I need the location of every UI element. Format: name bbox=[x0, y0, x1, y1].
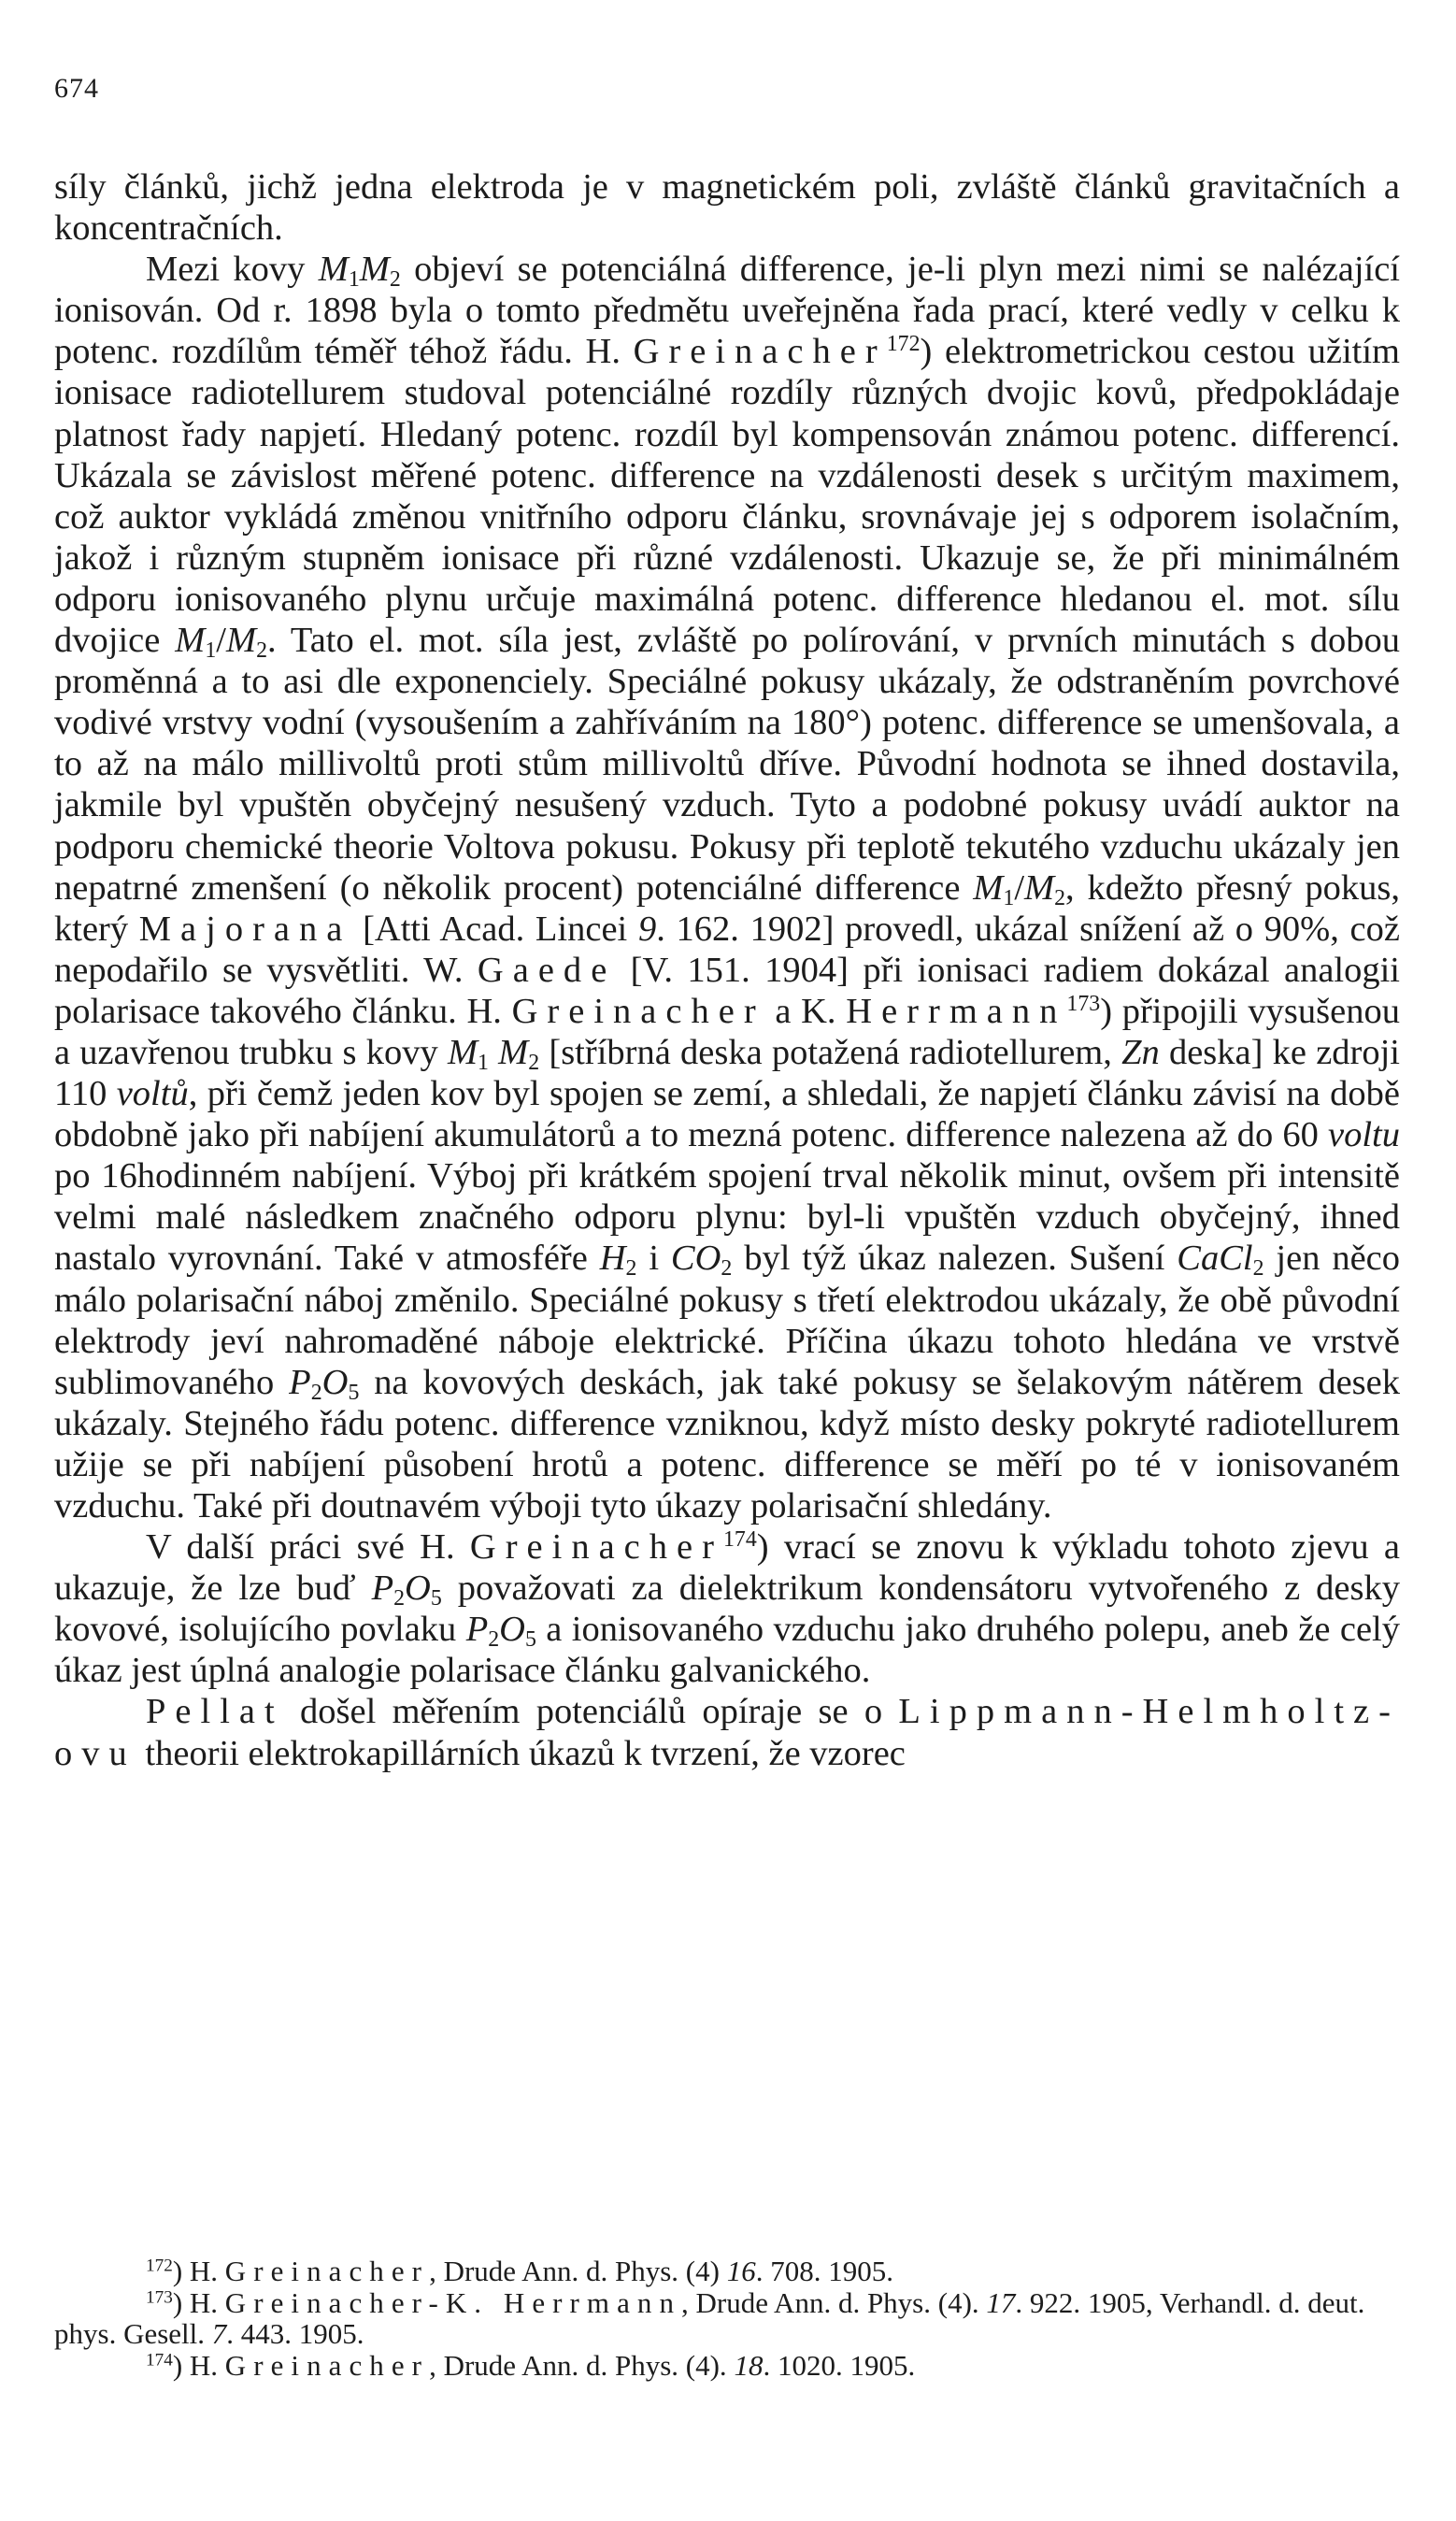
subscript: 2 bbox=[721, 1256, 733, 1282]
text-run: [stříbrná deska potažená radiotellurem, bbox=[539, 1032, 1122, 1072]
text-run: jen něco málo polarisační náboj změnilo. Speciálné pokusy s třetí elektrodou ukázaly, že obě původní elektrody jeví nahromaděné náboje elektrické. Příčina úkazu tohoto hledána ve vrstvě sublimovaného bbox=[54, 1239, 1400, 1402]
text-run: V další práci své H. bbox=[146, 1527, 470, 1568]
subscript: 2 bbox=[256, 637, 267, 663]
spaced-name: Lippmann-Helmholtz-ovu bbox=[54, 1692, 1400, 1773]
paragraph-continuation bbox=[54, 166, 1400, 249]
subscript: 2 bbox=[310, 1380, 322, 1405]
footnote-172 bbox=[54, 2256, 1400, 2287]
footnote-174 bbox=[54, 2350, 1400, 2382]
text-run: theorii elektrokapillárních úkazů k tvrzení, že vzorec bbox=[136, 1733, 906, 1773]
subscript: 2 bbox=[393, 1586, 406, 1611]
subscript: 2 bbox=[389, 267, 401, 293]
italic-symbol: M bbox=[447, 1032, 478, 1072]
text-run: deska] ke zdroji 110 bbox=[54, 1032, 1400, 1114]
footnote-reference: 173 bbox=[1066, 991, 1101, 1016]
subscript: 2 bbox=[1252, 1256, 1264, 1282]
paragraph-pellat bbox=[54, 1691, 1400, 1773]
text-run: ) H. bbox=[172, 2255, 225, 2287]
paragraph-greinacher-dielectric bbox=[54, 1526, 1400, 1691]
text-run: [Atti Acad. Lincei bbox=[351, 909, 638, 949]
text-run: , Drude Ann. d. Phys. (4). bbox=[681, 2285, 987, 2319]
italic-symbol: M bbox=[1024, 867, 1055, 908]
spaced-name: Pellat bbox=[146, 1692, 284, 1732]
footnote-mark: 174 bbox=[146, 2349, 173, 2370]
text-run bbox=[489, 1033, 498, 1072]
spaced-name: Greinacher-K. Herrmann bbox=[224, 2285, 682, 2319]
subscript: 2 bbox=[1054, 885, 1066, 910]
italic-symbol: 18 bbox=[734, 2348, 764, 2382]
text-run: [V. 151. 1904] při ionisaci radiem dokázal analogii polarisace takového článku. H. bbox=[54, 950, 1400, 1031]
text-run: považovati za dielektrikum kondensátoru vytvořeného z desky kovové, isolujícího povlaku bbox=[54, 1568, 1400, 1650]
italic-symbol: CaCl bbox=[1177, 1239, 1253, 1279]
subscript: 2 bbox=[528, 1050, 540, 1075]
text-run: . Tato el. mot. síla jest, zvláště po polírování, v prvních minutách s dobou proměnná a to asi dle exponenciely. Speciálné pokusy ukázaly, že odstraněním povrchové vodivé vrstvy vodní (vysoušením a zahříváním na 180°) potenc. difference se umenšovala, a to až na málo millivoltů proti stům millivoltů dříve. Původní hodnota se ihned dostavila, jakmile byl vpuštěn obyčejný nesušený vzduch. Tyto a podobné pokusy uvádí auktor na podporu chemické theorie Voltova pokusu. Pokusy při teplotě tekutého vzduchu ukázaly jen nepatrné zmenšení (o několik procent) potenciálné difference bbox=[54, 621, 1400, 908]
footnotes bbox=[54, 2256, 1400, 2381]
text-run: i bbox=[636, 1239, 671, 1279]
text-run: , při čemž jeden kov byl spojen se zemí, a shledali, že napjetí článku závisí na době obdobně jako při nabíjení akumulátorů a to mezná potenc. difference nalezena až do 60 bbox=[54, 1074, 1400, 1155]
spaced-name: Greinacher bbox=[633, 332, 887, 372]
italic-symbol: 16 bbox=[726, 2255, 756, 2287]
spaced-name: Greinacher bbox=[511, 991, 765, 1031]
text-run: po 16hodinném nabíjení. Výboj při krátkém spojení trval několik minut, ovšem při intensitě velmi malé následkem značného odporu plynu: byl-li vpuštěn vzduch obyčejný, ihned nastalo vyrovnání. Také v atmosféře bbox=[54, 1156, 1400, 1279]
text-run: síly článků, jichž jedna elektroda je v magnetickém poli, zvláště článků gravitačních a koncentračních. bbox=[54, 167, 1400, 249]
text-run: . 162. 1902] provedl, ukázal snížení až o 90%, což nepodařilo se vysvětliti. W. bbox=[54, 909, 1400, 990]
subscript: 2 bbox=[488, 1627, 500, 1653]
text-run: došel měřením potenciálů opíraje se o bbox=[283, 1692, 899, 1732]
text-run: . 708. 1905. bbox=[755, 2255, 893, 2287]
text-run: . 443. 1905. bbox=[226, 2317, 364, 2350]
footnote-173 bbox=[54, 2287, 1400, 2350]
text-run: ) H. bbox=[172, 2348, 225, 2382]
spaced-name: Greinacher bbox=[224, 2348, 430, 2382]
spaced-name: Majorana bbox=[138, 909, 352, 949]
text-run: ) H. bbox=[172, 2285, 225, 2319]
text-run: . 922. 1905, Verhandl. d. deut. phys. Gesell. bbox=[54, 2285, 1365, 2350]
text-run: ) elektrometrickou cestou užitím ionisace radiotellurem studoval potenciálné rozdíly různých dvojic kovů, předpokládaje platnost řady napjetí. Hledaný potenc. rozdíl byl kompensován známou potenc. differencí. Ukázala se závislost měřené potenc. difference na vzdálenosti desek s určitým maximem, což auktor vykládá změnou vnitřního odporu článku, srovnávaje jej s odporem isolačním, jakož i různým stupněm ionisace při různé vzdálenosti. Ukazuje se, že při minimálném odporu ionisovaného plynu určuje maximálná potenc. difference hledanou el. mot. sílu dvojice bbox=[54, 332, 1400, 661]
text-run: Mezi kovy bbox=[146, 250, 319, 290]
italic-symbol: voltů bbox=[116, 1074, 189, 1114]
text-run: a ionisovaného vzduchu jako druhého polepu, aneb že celý úkaz jest úplná analogie polarisace článku galvanického. bbox=[54, 1610, 1400, 1691]
italic-symbol: P bbox=[289, 1362, 311, 1402]
italic-symbol: Zn bbox=[1121, 1032, 1160, 1072]
subscript: 1 bbox=[478, 1050, 489, 1075]
spaced-name: Herrmann bbox=[846, 991, 1067, 1031]
italic-symbol: voltu bbox=[1328, 1115, 1400, 1155]
paragraph-metal-pairs bbox=[54, 249, 1400, 1526]
text-run: , Drude Ann. d. Phys. (4) bbox=[429, 2255, 727, 2287]
subscript: 1 bbox=[1003, 885, 1015, 910]
subscript: 1 bbox=[348, 267, 360, 293]
italic-symbol: M bbox=[973, 867, 1004, 908]
italic-symbol: P bbox=[371, 1568, 394, 1609]
footnote-reference: 172 bbox=[886, 332, 921, 357]
text-run: / bbox=[1014, 867, 1025, 908]
footnote-reference: 174 bbox=[722, 1526, 757, 1552]
italic-symbol: H bbox=[599, 1239, 626, 1279]
italic-symbol: M bbox=[498, 1032, 529, 1072]
subscript: 2 bbox=[625, 1256, 637, 1282]
italic-symbol: M bbox=[175, 621, 206, 661]
text-run: , kdežto přesný pokus, který bbox=[54, 867, 1401, 949]
italic-symbol: O bbox=[499, 1610, 525, 1650]
italic-symbol: M bbox=[225, 621, 257, 661]
subscript: 5 bbox=[348, 1380, 360, 1405]
text-run: a K. bbox=[764, 991, 847, 1031]
italic-symbol: O bbox=[405, 1568, 431, 1609]
text-run: . 1020. 1905. bbox=[763, 2348, 916, 2382]
text-run: ) vrací se znovu k výkladu tohoto zjevu a ukazuje, že lze buď bbox=[54, 1527, 1401, 1609]
italic-symbol: O bbox=[321, 1362, 349, 1402]
text-run: , Drude Ann. d. Phys. (4). bbox=[429, 2348, 735, 2382]
spaced-name: Greinacher bbox=[224, 2255, 430, 2287]
spaced-name: Gaede bbox=[477, 950, 617, 990]
text-run: objeví se potenciálná difference, je-li plyn mezi nimi se nalézající ionisován. Od r. 1898 byla o tomto předmětu uveřejněna řada prací, které vedly v celku k potenc. rozdílům téměř téhož řádu. H. bbox=[54, 250, 1400, 372]
italic-symbol: P bbox=[465, 1610, 489, 1650]
text-run: ) připojili vysušenou a uzavřenou trubku s kovy bbox=[54, 991, 1400, 1072]
subscript: 5 bbox=[430, 1586, 442, 1611]
spaced-name: Greinacher bbox=[469, 1527, 723, 1568]
italic-symbol: 9 bbox=[637, 909, 657, 949]
page-number: 674 bbox=[54, 73, 99, 104]
italic-symbol: M bbox=[318, 250, 349, 290]
footnote-mark: 173 bbox=[146, 2286, 173, 2307]
text-run: / bbox=[216, 621, 226, 661]
italic-symbol: 17 bbox=[986, 2285, 1016, 2319]
subscript: 5 bbox=[524, 1627, 536, 1653]
footnote-mark: 172 bbox=[146, 2256, 173, 2276]
italic-symbol: 7 bbox=[211, 2317, 227, 2350]
text-run: na kovových deskách, jak také pokusy se šelakovým nátěrem desek ukázaly. Stejného řádu potenc. difference vzniknou, když místo desky pokryté radiotellurem užije se při nabíjení působení hrotů a potenc. difference se měří po té v ionisovaném vzduchu. Také při doutnavém výboji tyto úkazy polarisační shledány. bbox=[54, 1362, 1401, 1525]
subscript: 1 bbox=[205, 637, 217, 663]
text-run: byl týž úkaz nalezen. Sušení bbox=[732, 1239, 1178, 1279]
body-text bbox=[54, 166, 1400, 1774]
italic-symbol: CO bbox=[670, 1239, 721, 1279]
italic-symbol: M bbox=[359, 250, 390, 290]
